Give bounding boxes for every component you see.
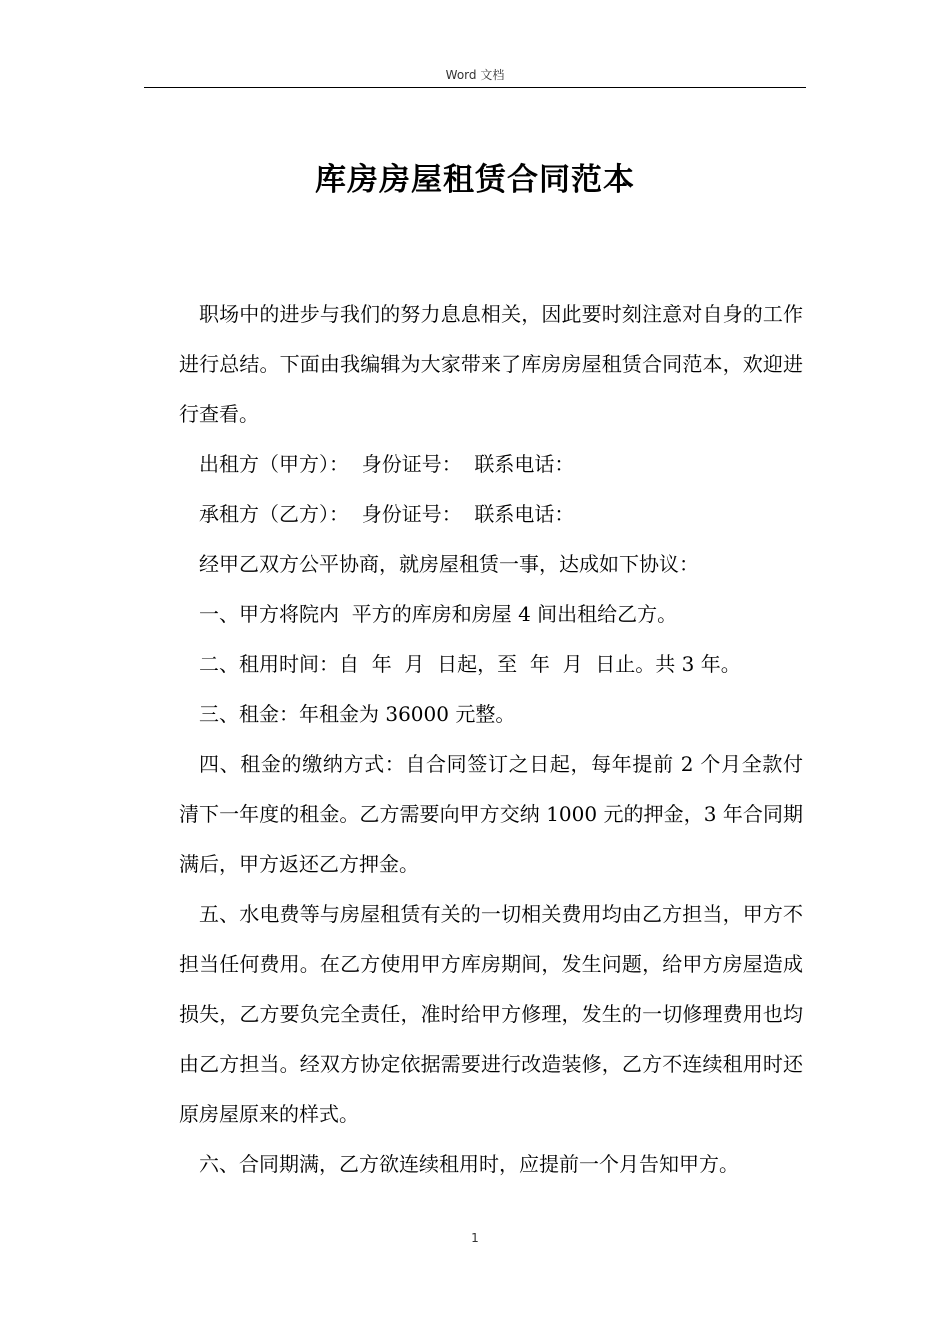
paragraph-intro: 职场中的进步与我们的努力息息相关，因此要时刻注意对自身的工作进行总结。下面由我编辑为大家带来了库房房屋租赁合同范本，欢迎进行查看。 [179,302,803,426]
clause-2: 二、租用时间：自 年 月 日起，至 年 月 日止。共 3 年。 [199,652,741,676]
clause-6: 六、合同期满，乙方欲连续租用时，应提前一个月告知甲方。 [199,1152,739,1176]
paragraph-lessee: 承租方（乙方）： 身份证号： 联系电话： [199,502,575,526]
paragraph-lessor: 出租方（甲方）： 身份证号： 联系电话： [199,452,575,476]
header-divider [144,87,806,88]
clause-4: 四、租金的缴纳方式：自合同签订之日起，每年提前 2 个月全款付清下一年度的租金。乙方需要向甲方交纳 1000 元的押金，3 年合同期满后，甲方返还乙方押金。 [179,752,803,876]
page-number: 1 [471,1231,479,1245]
clause-1: 一、甲方将院内 平方的库房和房屋 4 间出租给乙方。 [199,602,678,626]
page-header-label: Word 文档 [445,68,505,82]
document-title: 库房房屋租赁合同范本 [315,162,635,198]
clause-3: 三、租金：年租金为 36000 元整。 [199,702,516,726]
document-body [179,289,803,1189]
clause-5: 五、水电费等与房屋租赁有关的一切相关费用均由乙方担当，甲方不担当任何费用。在乙方使用甲方库房期间，发生问题，给甲方房屋造成损失，乙方要负完全责任，准时给甲方修理，发生的一切修理费用也均由乙方担当。经双方协定依据需要进行改造装修，乙方不连续租用时还原房屋原来的样式。 [179,902,803,1126]
paragraph-agreement-preamble: 经甲乙双方公平协商，就房屋租赁一事，达成如下协议： [199,552,699,576]
